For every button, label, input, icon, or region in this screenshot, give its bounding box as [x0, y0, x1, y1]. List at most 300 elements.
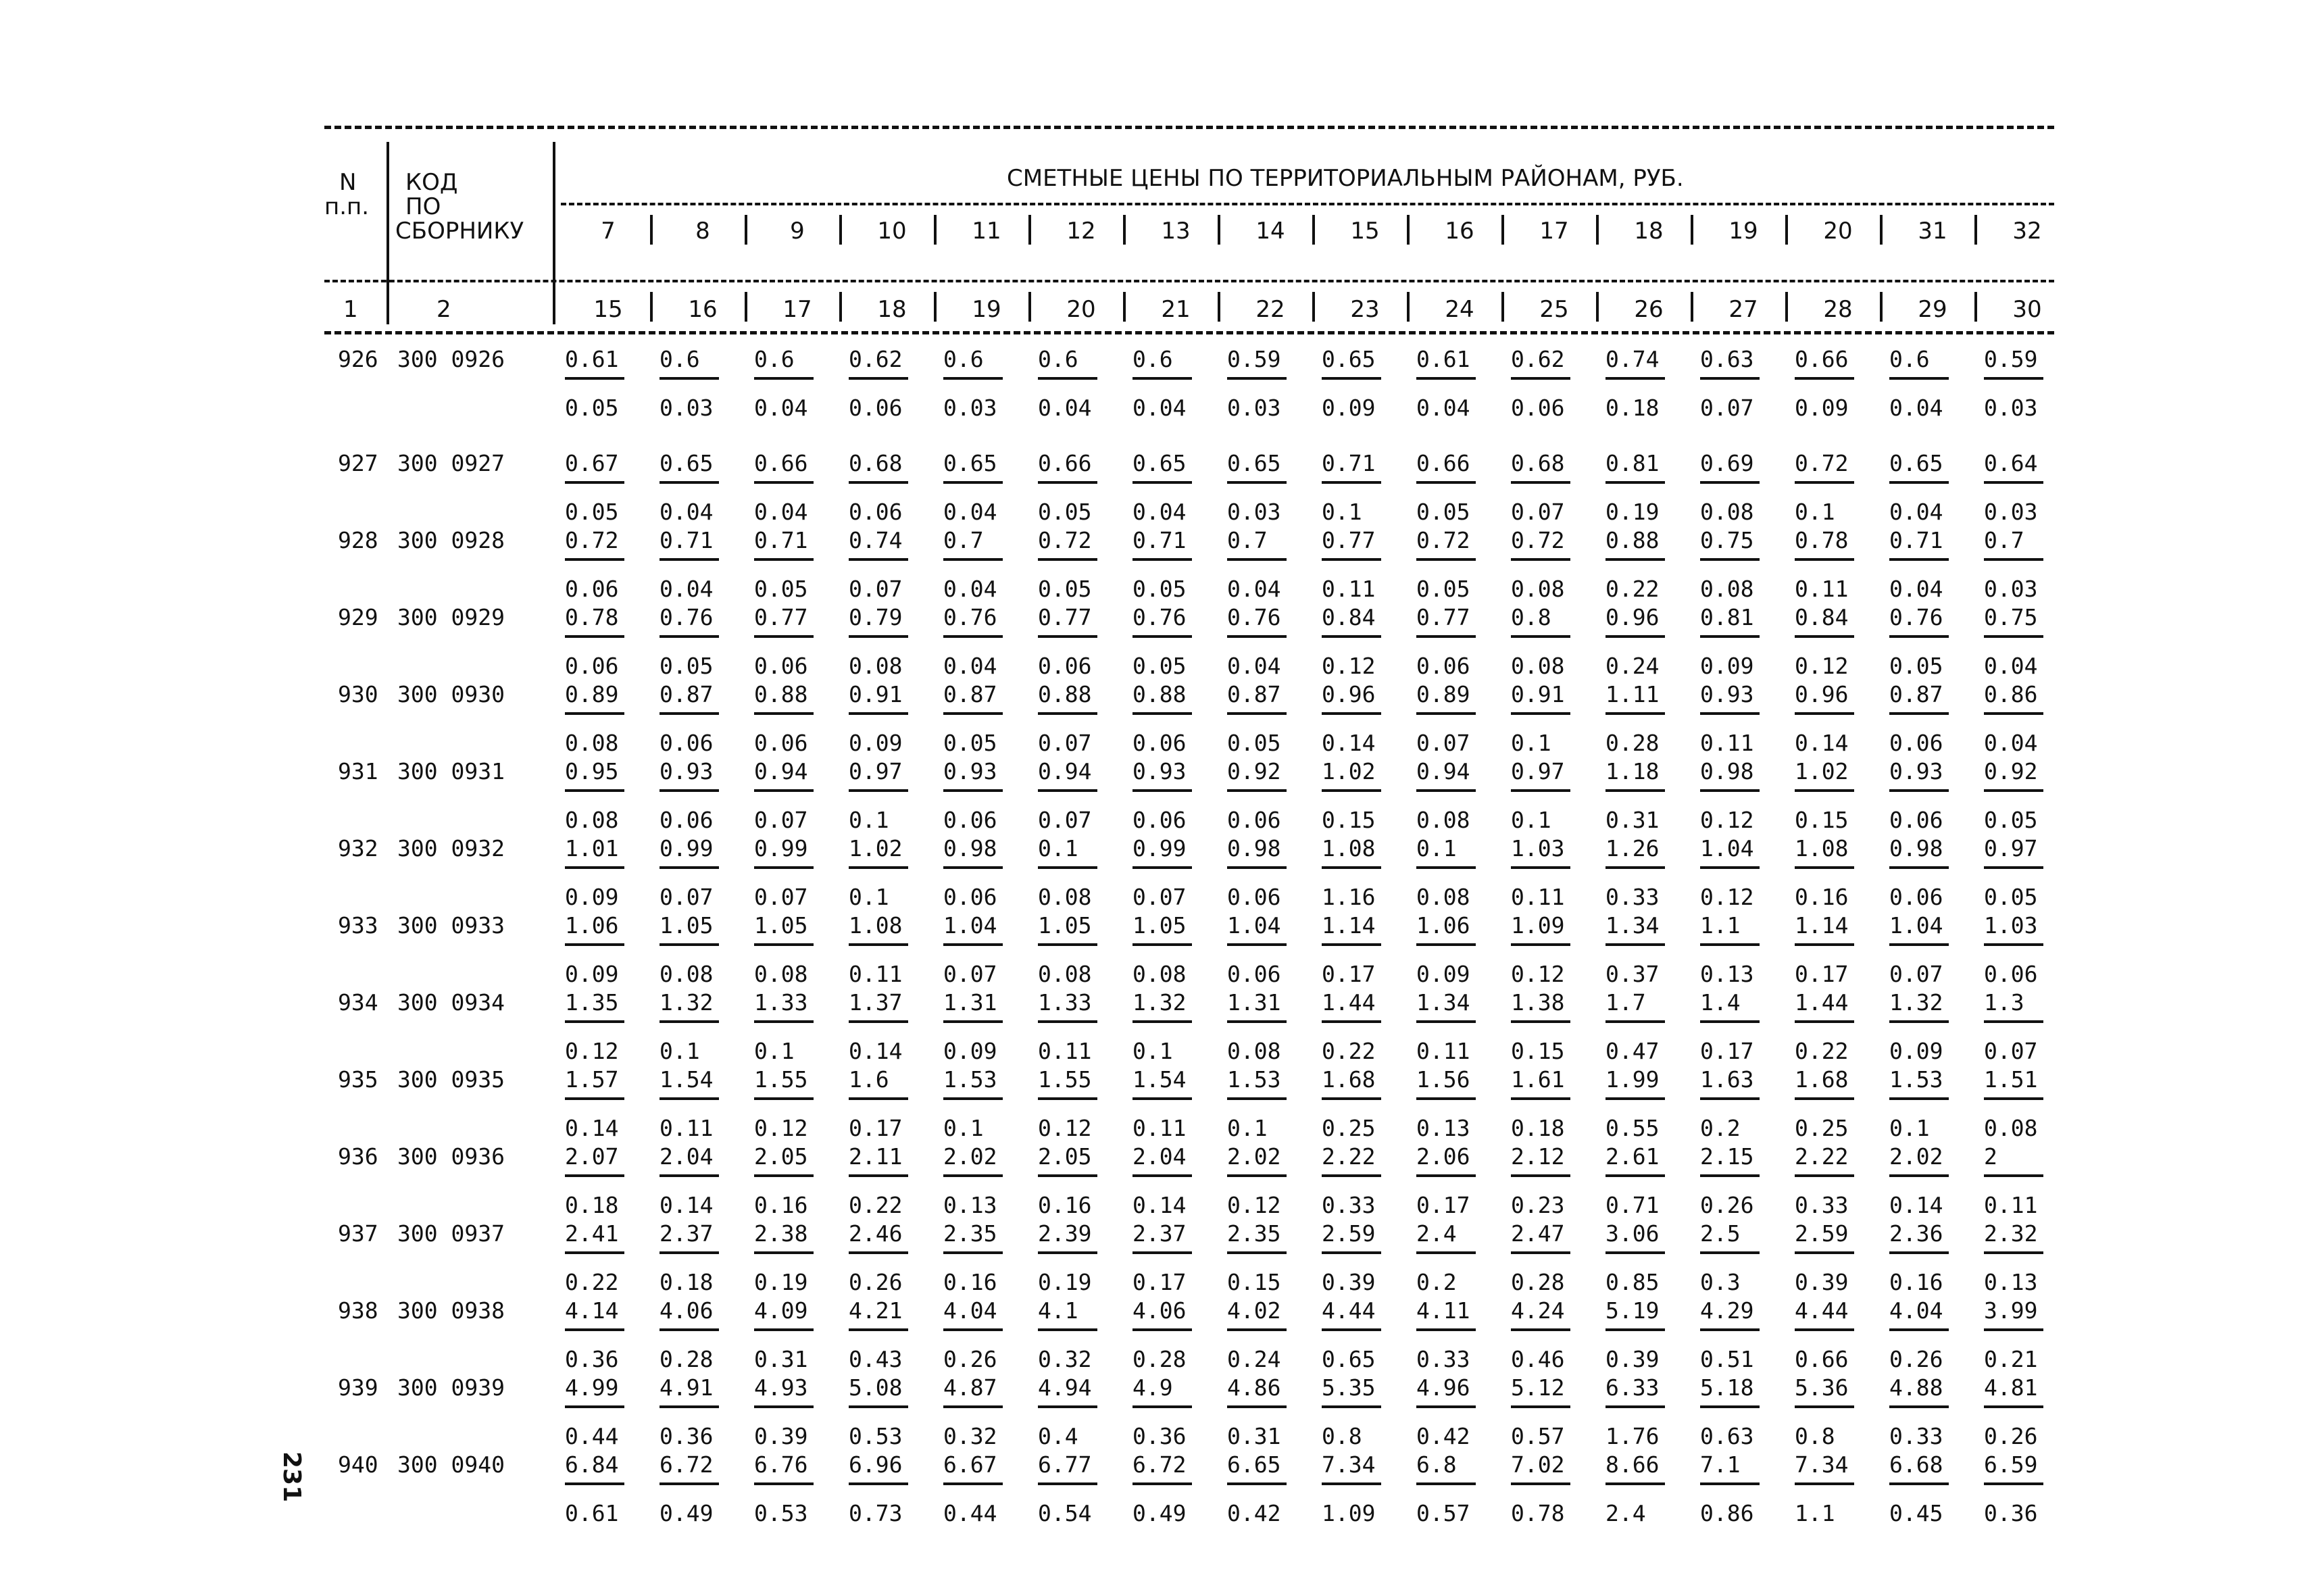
fraction-line — [1889, 1020, 1949, 1023]
price-cell-lower: 0.23 — [1511, 1192, 1565, 1218]
district-32: 32 — [2012, 218, 2042, 245]
price-cell-lower: 0.31 — [1227, 1423, 1281, 1449]
price-cell-lower: 0.15 — [1322, 807, 1376, 833]
district-divider — [1028, 292, 1031, 322]
price-cell: 8.66 — [1605, 1451, 1660, 1478]
price-cell: 0.6 — [943, 346, 984, 372]
fraction-line — [1511, 1174, 1570, 1177]
price-cell: 0.74 — [1605, 346, 1660, 372]
price-cell-lower: 0.53 — [754, 1500, 808, 1526]
price-cell-lower: 0.11 — [1511, 884, 1565, 910]
price-cell-lower: 0.12 — [1700, 884, 1754, 910]
fraction-line — [1132, 1482, 1192, 1485]
price-cell: 0.77 — [754, 604, 808, 630]
price-cell-lower: 0.11 — [1795, 576, 1849, 602]
fraction-line — [849, 377, 908, 380]
price-cell: 1.06 — [1416, 912, 1470, 939]
price-cell: 0.98 — [1889, 835, 1943, 862]
price-cell: 0.65 — [1227, 450, 1281, 476]
price-cell: 0.71 — [659, 527, 714, 553]
fraction-line — [1511, 1405, 1570, 1408]
price-cell: 1.06 — [565, 912, 619, 939]
price-cell-lower: 0.44 — [943, 1500, 997, 1526]
divider-n-code — [387, 142, 389, 324]
fraction-line — [1700, 1097, 1760, 1100]
price-cell-lower: 0.15 — [1795, 807, 1849, 833]
fraction-line — [1605, 1328, 1665, 1331]
price-cell-lower: 0.1 — [1511, 730, 1551, 756]
price-cell: 1.38 — [1511, 989, 1565, 1016]
price-cell-lower: 0.09 — [565, 884, 619, 910]
price-cell: 2.04 — [659, 1143, 714, 1170]
price-cell: 0.81 — [1700, 604, 1754, 630]
fraction-line — [1227, 1482, 1287, 1485]
price-cell: 4.93 — [754, 1374, 808, 1401]
price-cell: 0.87 — [1889, 681, 1943, 707]
district-divider — [1501, 292, 1504, 322]
price-cell: 5.19 — [1605, 1297, 1660, 1324]
price-cell-lower: 0.07 — [1132, 884, 1187, 910]
price-cell: 0.59 — [1227, 346, 1281, 372]
price-cell-lower: 0.71 — [1605, 1192, 1660, 1218]
price-cell: 4.86 — [1227, 1374, 1281, 1401]
district-divider — [1880, 292, 1883, 322]
price-cell: 2.02 — [943, 1143, 997, 1170]
divider-code-prices — [553, 142, 555, 324]
price-cell: 2.22 — [1795, 1143, 1849, 1170]
price-cell: 0.99 — [659, 835, 714, 862]
price-cell: 1.53 — [943, 1066, 997, 1093]
price-cell: 2.07 — [565, 1143, 619, 1170]
fraction-line — [1889, 377, 1949, 380]
price-cell-lower: 0.57 — [1511, 1423, 1565, 1449]
price-cell: 1.34 — [1416, 989, 1470, 1016]
price-cell: 0.6 — [1889, 346, 1930, 372]
fraction-line — [1227, 866, 1287, 869]
price-cell: 0.61 — [565, 346, 619, 372]
district-7: 7 — [601, 218, 616, 245]
district-divider — [1218, 215, 1220, 245]
price-cell: 1.55 — [754, 1066, 808, 1093]
fraction-line — [659, 1020, 719, 1023]
fraction-line — [1132, 712, 1192, 715]
price-cell: 2.37 — [1132, 1220, 1187, 1247]
price-cell: 7.02 — [1511, 1451, 1565, 1478]
fraction-line — [1416, 635, 1476, 638]
price-cell-lower: 0.09 — [849, 730, 903, 756]
price-cell-lower: 0.12 — [1227, 1192, 1281, 1218]
header-pp: п.п. — [324, 193, 370, 220]
price-cell: 0.93 — [1889, 758, 1943, 784]
fraction-line — [943, 481, 1003, 484]
fraction-line — [1700, 1251, 1760, 1254]
fraction-line — [754, 481, 814, 484]
fraction-line — [1795, 481, 1854, 484]
price-cell-lower: 0.33 — [1322, 1192, 1376, 1218]
fraction-line — [1889, 1174, 1949, 1177]
price-cell: 2.37 — [659, 1220, 714, 1247]
price-cell-lower: 0.04 — [754, 395, 808, 421]
price-cell: 4.04 — [1889, 1297, 1943, 1324]
price-cell: 2.06 — [1416, 1143, 1470, 1170]
district-divider — [1407, 292, 1410, 322]
row-number: 933 — [338, 912, 378, 939]
fraction-line — [754, 866, 814, 869]
row-code: 300 0932 — [397, 835, 505, 862]
fraction-line — [659, 712, 719, 715]
price-cell: 0.89 — [1416, 681, 1470, 707]
fraction-line — [754, 558, 814, 561]
price-cell: 1.03 — [1511, 835, 1565, 862]
index-24: 24 — [1445, 296, 1474, 323]
price-cell: 2.11 — [849, 1143, 903, 1170]
fraction-line — [1322, 1097, 1381, 1100]
fraction-line — [1984, 1251, 2043, 1254]
fraction-line — [754, 1174, 814, 1177]
price-cell: 0.59 — [1984, 346, 2038, 372]
price-cell-lower: 0.07 — [943, 961, 997, 987]
fraction-line — [1511, 481, 1570, 484]
fraction-line — [1416, 481, 1476, 484]
fraction-line — [1605, 1251, 1665, 1254]
fraction-line — [1984, 1097, 2043, 1100]
fraction-line — [1416, 1097, 1476, 1100]
header-code-3: СБОРНИКУ — [395, 218, 524, 245]
fraction-line — [1795, 789, 1854, 792]
fraction-line — [1511, 1097, 1570, 1100]
price-cell: 2.04 — [1132, 1143, 1187, 1170]
price-cell: 1.02 — [1795, 758, 1849, 784]
fraction-line — [1038, 1020, 1097, 1023]
fraction-line — [1038, 377, 1097, 380]
price-cell-lower: 0.09 — [1795, 395, 1849, 421]
fraction-line — [849, 1328, 908, 1331]
price-cell: 5.18 — [1700, 1374, 1754, 1401]
index-18: 18 — [877, 296, 907, 323]
index-15: 15 — [593, 296, 623, 323]
price-cell-lower: 0.19 — [754, 1269, 808, 1295]
price-cell-lower: 0.17 — [1416, 1192, 1470, 1218]
price-cell: 0.1 — [1416, 835, 1457, 862]
fraction-line — [1038, 1174, 1097, 1177]
district-10: 10 — [877, 218, 907, 245]
row-code: 300 0939 — [397, 1374, 505, 1401]
price-cell: 1.32 — [1889, 989, 1943, 1016]
fraction-line — [1416, 1328, 1476, 1331]
price-cell-lower: 0.14 — [1132, 1192, 1187, 1218]
price-cell: 4.81 — [1984, 1374, 2038, 1401]
price-cell-lower: 0.12 — [754, 1115, 808, 1141]
fraction-line — [1322, 789, 1381, 792]
price-cell: 1.32 — [659, 989, 714, 1016]
price-cell-lower: 0.07 — [1416, 730, 1470, 756]
price-cell: 2.41 — [565, 1220, 619, 1247]
price-cell: 2.46 — [849, 1220, 903, 1247]
price-cell: 1.04 — [1227, 912, 1281, 939]
price-cell-lower: 0.19 — [1605, 499, 1660, 525]
fraction-line — [1416, 1020, 1476, 1023]
district-divider — [934, 215, 937, 245]
price-cell-lower: 0.86 — [1700, 1500, 1754, 1526]
price-cell-lower: 0.22 — [1322, 1038, 1376, 1064]
price-cell-lower: 0.47 — [1605, 1038, 1660, 1064]
index-23: 23 — [1350, 296, 1380, 323]
price-cell: 0.66 — [1795, 346, 1849, 372]
price-cell-lower: 0.17 — [1132, 1269, 1187, 1295]
price-cell: 1.61 — [1511, 1066, 1565, 1093]
fraction-line — [1700, 1328, 1760, 1331]
price-cell-lower: 0.1 — [1227, 1115, 1268, 1141]
fraction-line — [659, 1174, 719, 1177]
price-cell-lower: 0.06 — [1416, 653, 1470, 679]
fraction-line — [1132, 1174, 1192, 1177]
row-number: 939 — [338, 1374, 378, 1401]
fraction-line — [1038, 943, 1097, 946]
price-cell-lower: 0.26 — [1889, 1346, 1943, 1372]
price-cell-lower: 0.08 — [849, 653, 903, 679]
price-cell: 1.51 — [1984, 1066, 2038, 1093]
price-cell: 1.54 — [1132, 1066, 1187, 1093]
price-cell-lower: 0.51 — [1700, 1346, 1754, 1372]
price-cell-lower: 0.22 — [565, 1269, 619, 1295]
price-cell: 0.75 — [1984, 604, 2038, 630]
price-cell-lower: 0.28 — [1132, 1346, 1187, 1372]
price-cell-lower: 0.26 — [849, 1269, 903, 1295]
price-cell: 2 — [1984, 1143, 1997, 1170]
price-cell-lower: 0.21 — [1984, 1346, 2038, 1372]
fraction-line — [849, 1020, 908, 1023]
price-cell: 0.72 — [1416, 527, 1470, 553]
price-cell: 0.93 — [943, 758, 997, 784]
district-8: 8 — [695, 218, 710, 245]
price-cell-lower: 0.07 — [1511, 499, 1565, 525]
price-cell: 0.97 — [1511, 758, 1565, 784]
price-cell: 0.91 — [849, 681, 903, 707]
fraction-line — [1322, 1174, 1381, 1177]
price-cell: 0.72 — [1511, 527, 1565, 553]
price-cell: 2.36 — [1889, 1220, 1943, 1247]
fraction-line — [1416, 377, 1476, 380]
row-code: 300 0933 — [397, 912, 505, 939]
fraction-line — [1605, 789, 1665, 792]
price-cell: 4.44 — [1795, 1297, 1849, 1324]
price-cell: 1.33 — [754, 989, 808, 1016]
fraction-line — [849, 866, 908, 869]
price-cell: 1.18 — [1605, 758, 1660, 784]
fraction-line — [1511, 558, 1570, 561]
price-cell: 0.84 — [1795, 604, 1849, 630]
fraction-line — [1132, 635, 1192, 638]
price-cell: 0.68 — [1511, 450, 1565, 476]
price-cell-lower: 0.05 — [659, 653, 714, 679]
price-cell-lower: 0.04 — [1132, 395, 1187, 421]
price-cell: 2.02 — [1227, 1143, 1281, 1170]
price-cell-lower: 0.08 — [1511, 576, 1565, 602]
district-14: 14 — [1255, 218, 1285, 245]
price-cell-lower: 0.05 — [754, 576, 808, 602]
fraction-line — [1038, 1251, 1097, 1254]
price-cell: 4.21 — [849, 1297, 903, 1324]
price-cell: 0.77 — [1416, 604, 1470, 630]
district-divider — [1596, 215, 1599, 245]
price-cell-lower: 1.09 — [1322, 1500, 1376, 1526]
price-cell: 0.65 — [659, 450, 714, 476]
index-26: 26 — [1634, 296, 1664, 323]
fraction-line — [1605, 1482, 1665, 1485]
price-cell: 6.33 — [1605, 1374, 1660, 1401]
price-cell-lower: 0.73 — [849, 1500, 903, 1526]
district-divider — [1691, 215, 1693, 245]
price-cell: 2.15 — [1700, 1143, 1754, 1170]
fraction-line — [1038, 558, 1097, 561]
fraction-line — [849, 943, 908, 946]
price-cell-lower: 0.24 — [1605, 653, 1660, 679]
fraction-line — [1322, 481, 1381, 484]
fraction-line — [1700, 712, 1760, 715]
fraction-line — [943, 558, 1003, 561]
price-cell: 4.14 — [565, 1297, 619, 1324]
price-cell-lower: 0.05 — [1416, 499, 1470, 525]
fraction-line — [1700, 943, 1760, 946]
price-cell-lower: 0.36 — [565, 1346, 619, 1372]
fraction-line — [1511, 712, 1570, 715]
price-cell-lower: 0.06 — [1889, 730, 1943, 756]
fraction-line — [943, 712, 1003, 715]
fraction-line — [1795, 1251, 1854, 1254]
district-11: 11 — [972, 218, 1001, 245]
price-cell: 0.88 — [1038, 681, 1092, 707]
price-cell-lower: 0.85 — [1605, 1269, 1660, 1295]
fraction-line — [943, 866, 1003, 869]
index-22: 22 — [1255, 296, 1285, 323]
fraction-line — [1795, 1482, 1854, 1485]
fraction-line — [1700, 1405, 1760, 1408]
price-cell-lower: 0.26 — [1984, 1423, 2038, 1449]
fraction-line — [754, 1405, 814, 1408]
fraction-line — [659, 1405, 719, 1408]
district-15: 15 — [1350, 218, 1380, 245]
price-cell: 0.71 — [1132, 527, 1187, 553]
fraction-line — [1416, 943, 1476, 946]
price-cell-lower: 0.04 — [943, 576, 997, 602]
fraction-line — [1700, 1174, 1760, 1177]
fraction-line — [1984, 1020, 2043, 1023]
fraction-line — [1605, 866, 1665, 869]
price-cell-lower: 0.32 — [1038, 1346, 1092, 1372]
price-cell: 0.66 — [754, 450, 808, 476]
fraction-line — [754, 1251, 814, 1254]
price-cell-lower: 0.33 — [1889, 1423, 1943, 1449]
fraction-line — [1322, 943, 1381, 946]
price-cell: 0.93 — [1132, 758, 1187, 784]
price-cell: 0.7 — [1227, 527, 1268, 553]
price-cell-lower: 0.04 — [1416, 395, 1470, 421]
price-cell: 0.87 — [943, 681, 997, 707]
price-cell-lower: 0.1 — [849, 807, 889, 833]
fraction-line — [1511, 1482, 1570, 1485]
price-cell: 1.04 — [943, 912, 997, 939]
district-9: 9 — [790, 218, 805, 245]
price-cell-lower: 0.11 — [1322, 576, 1376, 602]
price-cell-lower: 0.04 — [943, 499, 997, 525]
price-cell-lower: 0.05 — [1038, 576, 1092, 602]
price-cell: 6.84 — [565, 1451, 619, 1478]
district-divider — [1407, 215, 1410, 245]
price-cell-lower: 0.11 — [849, 961, 903, 987]
price-cell-lower: 0.06 — [565, 653, 619, 679]
fraction-line — [1322, 1482, 1381, 1485]
row-number: 937 — [338, 1220, 378, 1247]
price-cell: 1.09 — [1511, 912, 1565, 939]
fraction-line — [1889, 712, 1949, 715]
fraction-line — [943, 1174, 1003, 1177]
price-cell-lower: 0.04 — [1984, 730, 2038, 756]
fraction-line — [1700, 635, 1760, 638]
price-cell: 1.99 — [1605, 1066, 1660, 1093]
price-cell: 1.08 — [849, 912, 903, 939]
price-cell: 2.35 — [943, 1220, 997, 1247]
price-cell-lower: 0.39 — [1605, 1346, 1660, 1372]
price-cell: 1.04 — [1700, 835, 1754, 862]
price-cell-lower: 0.08 — [659, 961, 714, 987]
price-cell-lower: 0.1 — [1132, 1038, 1173, 1064]
district-20: 20 — [1823, 218, 1853, 245]
fraction-line — [1795, 1097, 1854, 1100]
district-divider — [1501, 215, 1504, 245]
fraction-line — [1605, 1405, 1665, 1408]
price-cell-lower: 0.06 — [659, 807, 714, 833]
price-cell-lower: 0.06 — [1984, 961, 2038, 987]
fraction-line — [1322, 1020, 1381, 1023]
fraction-line — [565, 1405, 624, 1408]
fraction-line — [943, 1405, 1003, 1408]
price-cell-lower: 0.07 — [1889, 961, 1943, 987]
district-19: 19 — [1728, 218, 1758, 245]
index-17: 17 — [782, 296, 812, 323]
fraction-line — [1038, 712, 1097, 715]
price-cell-lower: 0.09 — [943, 1038, 997, 1064]
district-17: 17 — [1539, 218, 1569, 245]
fraction-line — [1227, 377, 1287, 380]
fraction-line — [1227, 943, 1287, 946]
price-cell: 0.66 — [1416, 450, 1470, 476]
price-cell-lower: 0.06 — [1038, 653, 1092, 679]
price-cell-lower: 0.55 — [1605, 1115, 1660, 1141]
price-cell-lower: 0.1 — [659, 1038, 700, 1064]
price-cell: 0.76 — [659, 604, 714, 630]
price-cell: 0.65 — [1132, 450, 1187, 476]
district-rule — [561, 203, 2054, 205]
price-cell: 1.05 — [659, 912, 714, 939]
district-divider — [745, 215, 747, 245]
index-29: 29 — [1918, 296, 1947, 323]
row-number: 928 — [338, 527, 378, 553]
district-31: 31 — [1918, 218, 1947, 245]
fraction-line — [1984, 943, 2043, 946]
fraction-line — [1322, 866, 1381, 869]
fraction-line — [1511, 635, 1570, 638]
price-cell: 0.68 — [849, 450, 903, 476]
price-cell: 5.35 — [1322, 1374, 1376, 1401]
price-cell-lower: 0.06 — [1227, 807, 1281, 833]
fraction-line — [849, 1251, 908, 1254]
fraction-line — [754, 1097, 814, 1100]
price-cell-lower: 0.36 — [1984, 1500, 2038, 1526]
fraction-line — [1795, 1405, 1854, 1408]
price-cell-lower: 0.03 — [659, 395, 714, 421]
price-cell-lower: 0.06 — [1227, 884, 1281, 910]
fraction-line — [565, 789, 624, 792]
